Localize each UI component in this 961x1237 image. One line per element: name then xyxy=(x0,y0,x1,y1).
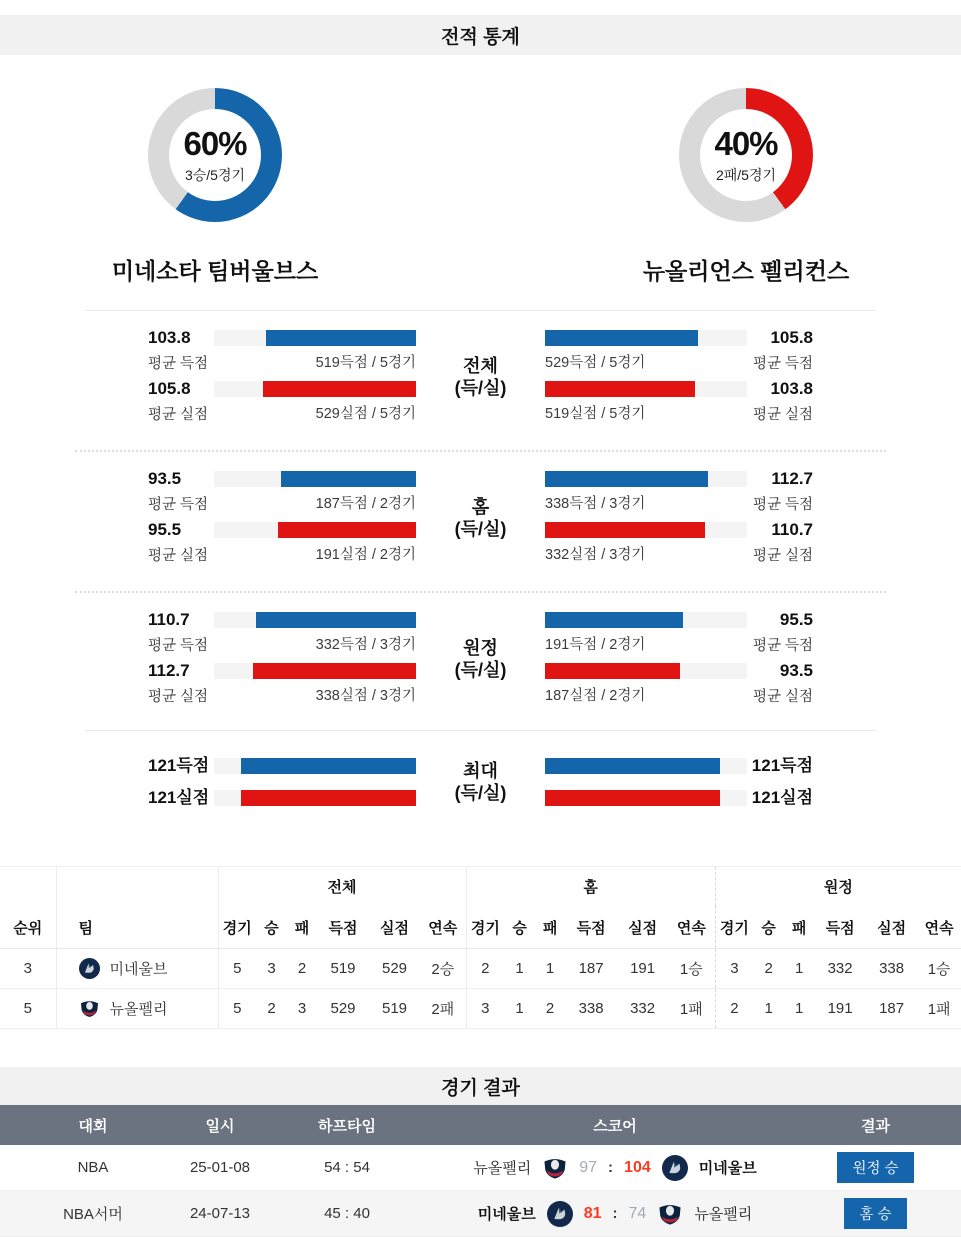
result-badge[interactable]: 원정 승 xyxy=(837,1152,913,1183)
results-header xyxy=(0,1105,961,1145)
bar-track xyxy=(545,790,747,806)
standings-row-pelicans: 5 뉴올펠리 5 2 3 529 519 2패 3 1 2 338 332 1패 2 1 1 191 187 1패 xyxy=(0,989,961,1029)
left-score: 81 xyxy=(583,1204,602,1222)
home-conceded-bar xyxy=(263,381,416,397)
stat-value: 112.7 xyxy=(148,661,190,680)
away-win-rate-donut xyxy=(679,88,813,222)
stat-value: 95.5 xyxy=(779,610,813,629)
stat-label: 평균 실점 xyxy=(148,548,209,564)
bar-track xyxy=(214,758,416,774)
stat-value: 93.5 xyxy=(148,469,182,488)
team-name: 뉴올펠리 xyxy=(109,1001,168,1018)
bar-caption: 529실점 / 5경기 xyxy=(315,406,416,422)
section-label: 원정 (득/실) xyxy=(454,637,507,680)
score-colon: : xyxy=(608,1159,614,1176)
left-team-name: 뉴올펠리 xyxy=(473,1160,532,1177)
stat-value: 105.8 xyxy=(148,379,191,398)
stat-label: 평균 실점 xyxy=(148,689,209,705)
col-rank: 순위 xyxy=(0,906,56,949)
stat-label: 평균 득점 xyxy=(148,638,209,654)
stat-label: 평균 실점 xyxy=(148,407,209,423)
stat-label: 평균 득점 xyxy=(752,497,813,513)
stat-section-max xyxy=(0,731,961,806)
home-points-bar xyxy=(256,612,416,628)
away-team-name: 뉴올리언스 펠리컨스 xyxy=(642,258,850,284)
group-header-total: 전체 xyxy=(218,867,466,907)
group-header-away: 원정 xyxy=(715,867,961,907)
timberwolves-logo-icon xyxy=(79,958,100,979)
right-team-name: 뉴올펠리 xyxy=(694,1206,753,1223)
league-value: NBA서머 xyxy=(63,1206,123,1223)
results-title: 경기 결과 xyxy=(441,1077,520,1099)
bar-caption: 338득점 / 3경기 xyxy=(545,496,646,512)
home-win-rate-percent: 60% xyxy=(183,125,247,162)
date-value: 24-07-13 xyxy=(189,1205,251,1222)
bar-caption: 529득점 / 5경기 xyxy=(545,355,646,371)
stat-value: 95.5 xyxy=(148,520,182,539)
col-team: 팀 xyxy=(56,906,218,949)
bar-caption: 338실점 / 3경기 xyxy=(315,688,416,704)
bar-caption: 191득점 / 2경기 xyxy=(545,637,646,653)
stat-value: 121득점 xyxy=(751,756,813,775)
team-names xyxy=(0,253,961,286)
home-max-points-bar xyxy=(241,758,416,774)
bar-caption: 519득점 / 5경기 xyxy=(315,355,416,371)
stat-value: 110.7 xyxy=(771,520,813,539)
home-win-rate-record: 3승/5경기 xyxy=(184,167,246,183)
stat-value: 112.7 xyxy=(771,469,813,488)
stat-value: 103.8 xyxy=(770,379,813,398)
bar-track xyxy=(545,758,747,774)
bar-track xyxy=(545,381,747,397)
bar-caption: 187득점 / 2경기 xyxy=(315,496,416,512)
section-label: 전체 (득/실) xyxy=(454,355,507,398)
bar-track xyxy=(545,612,747,628)
stat-label: 평균 득점 xyxy=(148,356,209,372)
bar-caption: 191실점 / 2경기 xyxy=(315,547,416,563)
section-label: 최대 (득/실) xyxy=(454,760,507,803)
score-cell xyxy=(440,1201,790,1227)
pelicans-logo-icon xyxy=(657,1201,683,1227)
stat-value: 110.7 xyxy=(148,610,190,629)
away-max-points-bar xyxy=(545,758,720,774)
stat-value: 105.8 xyxy=(770,328,813,347)
stat-label: 평균 실점 xyxy=(752,407,813,423)
stat-label: 평균 실점 xyxy=(752,548,813,564)
standings-row-timberwolves: 3 미네울브 5 3 2 519 529 2승 2 1 1 187 191 1승 3 2 1 332 338 1승 xyxy=(0,949,961,989)
away-points-bar xyxy=(545,471,708,487)
bar-track xyxy=(545,663,747,679)
stat-value: 121실점 xyxy=(751,788,813,807)
stat-value: 103.8 xyxy=(148,328,191,347)
home-max-conceded-bar xyxy=(241,790,416,806)
stats-title-band xyxy=(0,15,961,55)
result-row xyxy=(0,1145,961,1191)
bar-track xyxy=(214,612,416,628)
stat-section-away xyxy=(0,593,961,706)
team-cell[interactable] xyxy=(56,989,218,1029)
win-rate-donuts xyxy=(0,88,961,222)
bar-caption: 332실점 / 3경기 xyxy=(545,547,646,563)
away-conceded-bar xyxy=(545,381,695,397)
right-team-name: 미네울브 xyxy=(698,1160,757,1177)
bar-track xyxy=(214,663,416,679)
away-max-conceded-bar xyxy=(545,790,720,806)
stat-label: 평균 득점 xyxy=(148,497,209,513)
stat-value: 121실점 xyxy=(148,788,210,807)
right-score: 74 xyxy=(628,1204,647,1222)
col-score: 스코어 xyxy=(593,1117,637,1135)
home-conceded-bar xyxy=(253,663,416,679)
halftime-value: 45 : 40 xyxy=(324,1205,370,1222)
home-conceded-bar xyxy=(278,522,416,538)
stat-value: 93.5 xyxy=(779,661,813,680)
stat-section-home xyxy=(0,452,961,565)
bar-caption: 332득점 / 3경기 xyxy=(315,637,416,653)
pelicans-logo-icon xyxy=(79,998,100,1019)
col-halftime: 하프타임 xyxy=(318,1117,376,1135)
team-name: 미네울브 xyxy=(109,961,168,978)
bar-caption: 519실점 / 5경기 xyxy=(545,406,646,422)
result-badge[interactable]: 홈 승 xyxy=(844,1198,906,1229)
home-win-rate-donut xyxy=(148,88,282,222)
bar-track xyxy=(214,330,416,346)
away-win-rate-percent: 40% xyxy=(714,125,778,162)
timberwolves-logo-icon xyxy=(547,1201,573,1227)
score-cell xyxy=(440,1155,790,1181)
left-score: 97 xyxy=(579,1158,598,1176)
bar-track xyxy=(214,471,416,487)
league-value: NBA xyxy=(77,1159,109,1176)
home-points-bar xyxy=(281,471,416,487)
stat-section-total xyxy=(0,311,961,424)
bar-caption: 187실점 / 2경기 xyxy=(545,688,646,704)
score-colon: : xyxy=(612,1205,618,1222)
result-row xyxy=(0,1191,961,1237)
stat-label: 평균 실점 xyxy=(752,689,813,705)
bar-track xyxy=(545,471,747,487)
col-result: 결과 xyxy=(861,1117,890,1135)
away-win-rate-record: 2패/5경기 xyxy=(715,167,777,183)
bar-track xyxy=(214,522,416,538)
bar-track xyxy=(214,790,416,806)
halftime-value: 54 : 54 xyxy=(324,1159,370,1176)
col-league: 대회 xyxy=(78,1117,108,1135)
section-label: 홈 (득/실) xyxy=(454,496,507,539)
bar-track xyxy=(545,522,747,538)
away-conceded-bar xyxy=(545,522,705,538)
stat-label: 평균 득점 xyxy=(752,638,813,654)
stat-label: 평균 득점 xyxy=(752,356,813,372)
bar-track xyxy=(214,381,416,397)
away-points-bar xyxy=(545,330,698,346)
pelicans-logo-icon xyxy=(542,1155,568,1181)
team-cell[interactable] xyxy=(56,949,218,989)
results-title-band xyxy=(0,1067,961,1105)
stat-value: 121득점 xyxy=(148,756,210,775)
right-score: 104 xyxy=(624,1158,651,1176)
rank-value: 5 xyxy=(0,989,56,1029)
col-date: 일시 xyxy=(205,1117,235,1135)
home-points-bar xyxy=(266,330,416,346)
timberwolves-logo-icon xyxy=(662,1155,688,1181)
stats-title: 전적 통계 xyxy=(441,26,520,48)
away-conceded-bar xyxy=(545,663,680,679)
group-header-home: 홈 xyxy=(466,867,715,907)
bar-track xyxy=(545,330,747,346)
date-value: 25-01-08 xyxy=(189,1159,251,1176)
rank-value: 3 xyxy=(0,949,56,989)
away-points-bar xyxy=(545,612,683,628)
standings-table: 전체 홈 원정 순위 팀 경기 승 패 득점 실점 연속 경기 승 패 득점 실점 연속 경기 승 패 득점 실점 연속 3 미네울브 5 3 2 519 529 2승 2 1 1 187 191 1승 3 2 1 332 338 1승 5 뉴올펠리 5 2 3 529 519 2패 3 1 2 338 332 1패 2 1 1 191 187 1패 xyxy=(0,866,961,1029)
left-team-name: 미네울브 xyxy=(477,1206,536,1223)
home-team-name: 미네소타 팀버울브스 xyxy=(111,258,319,284)
